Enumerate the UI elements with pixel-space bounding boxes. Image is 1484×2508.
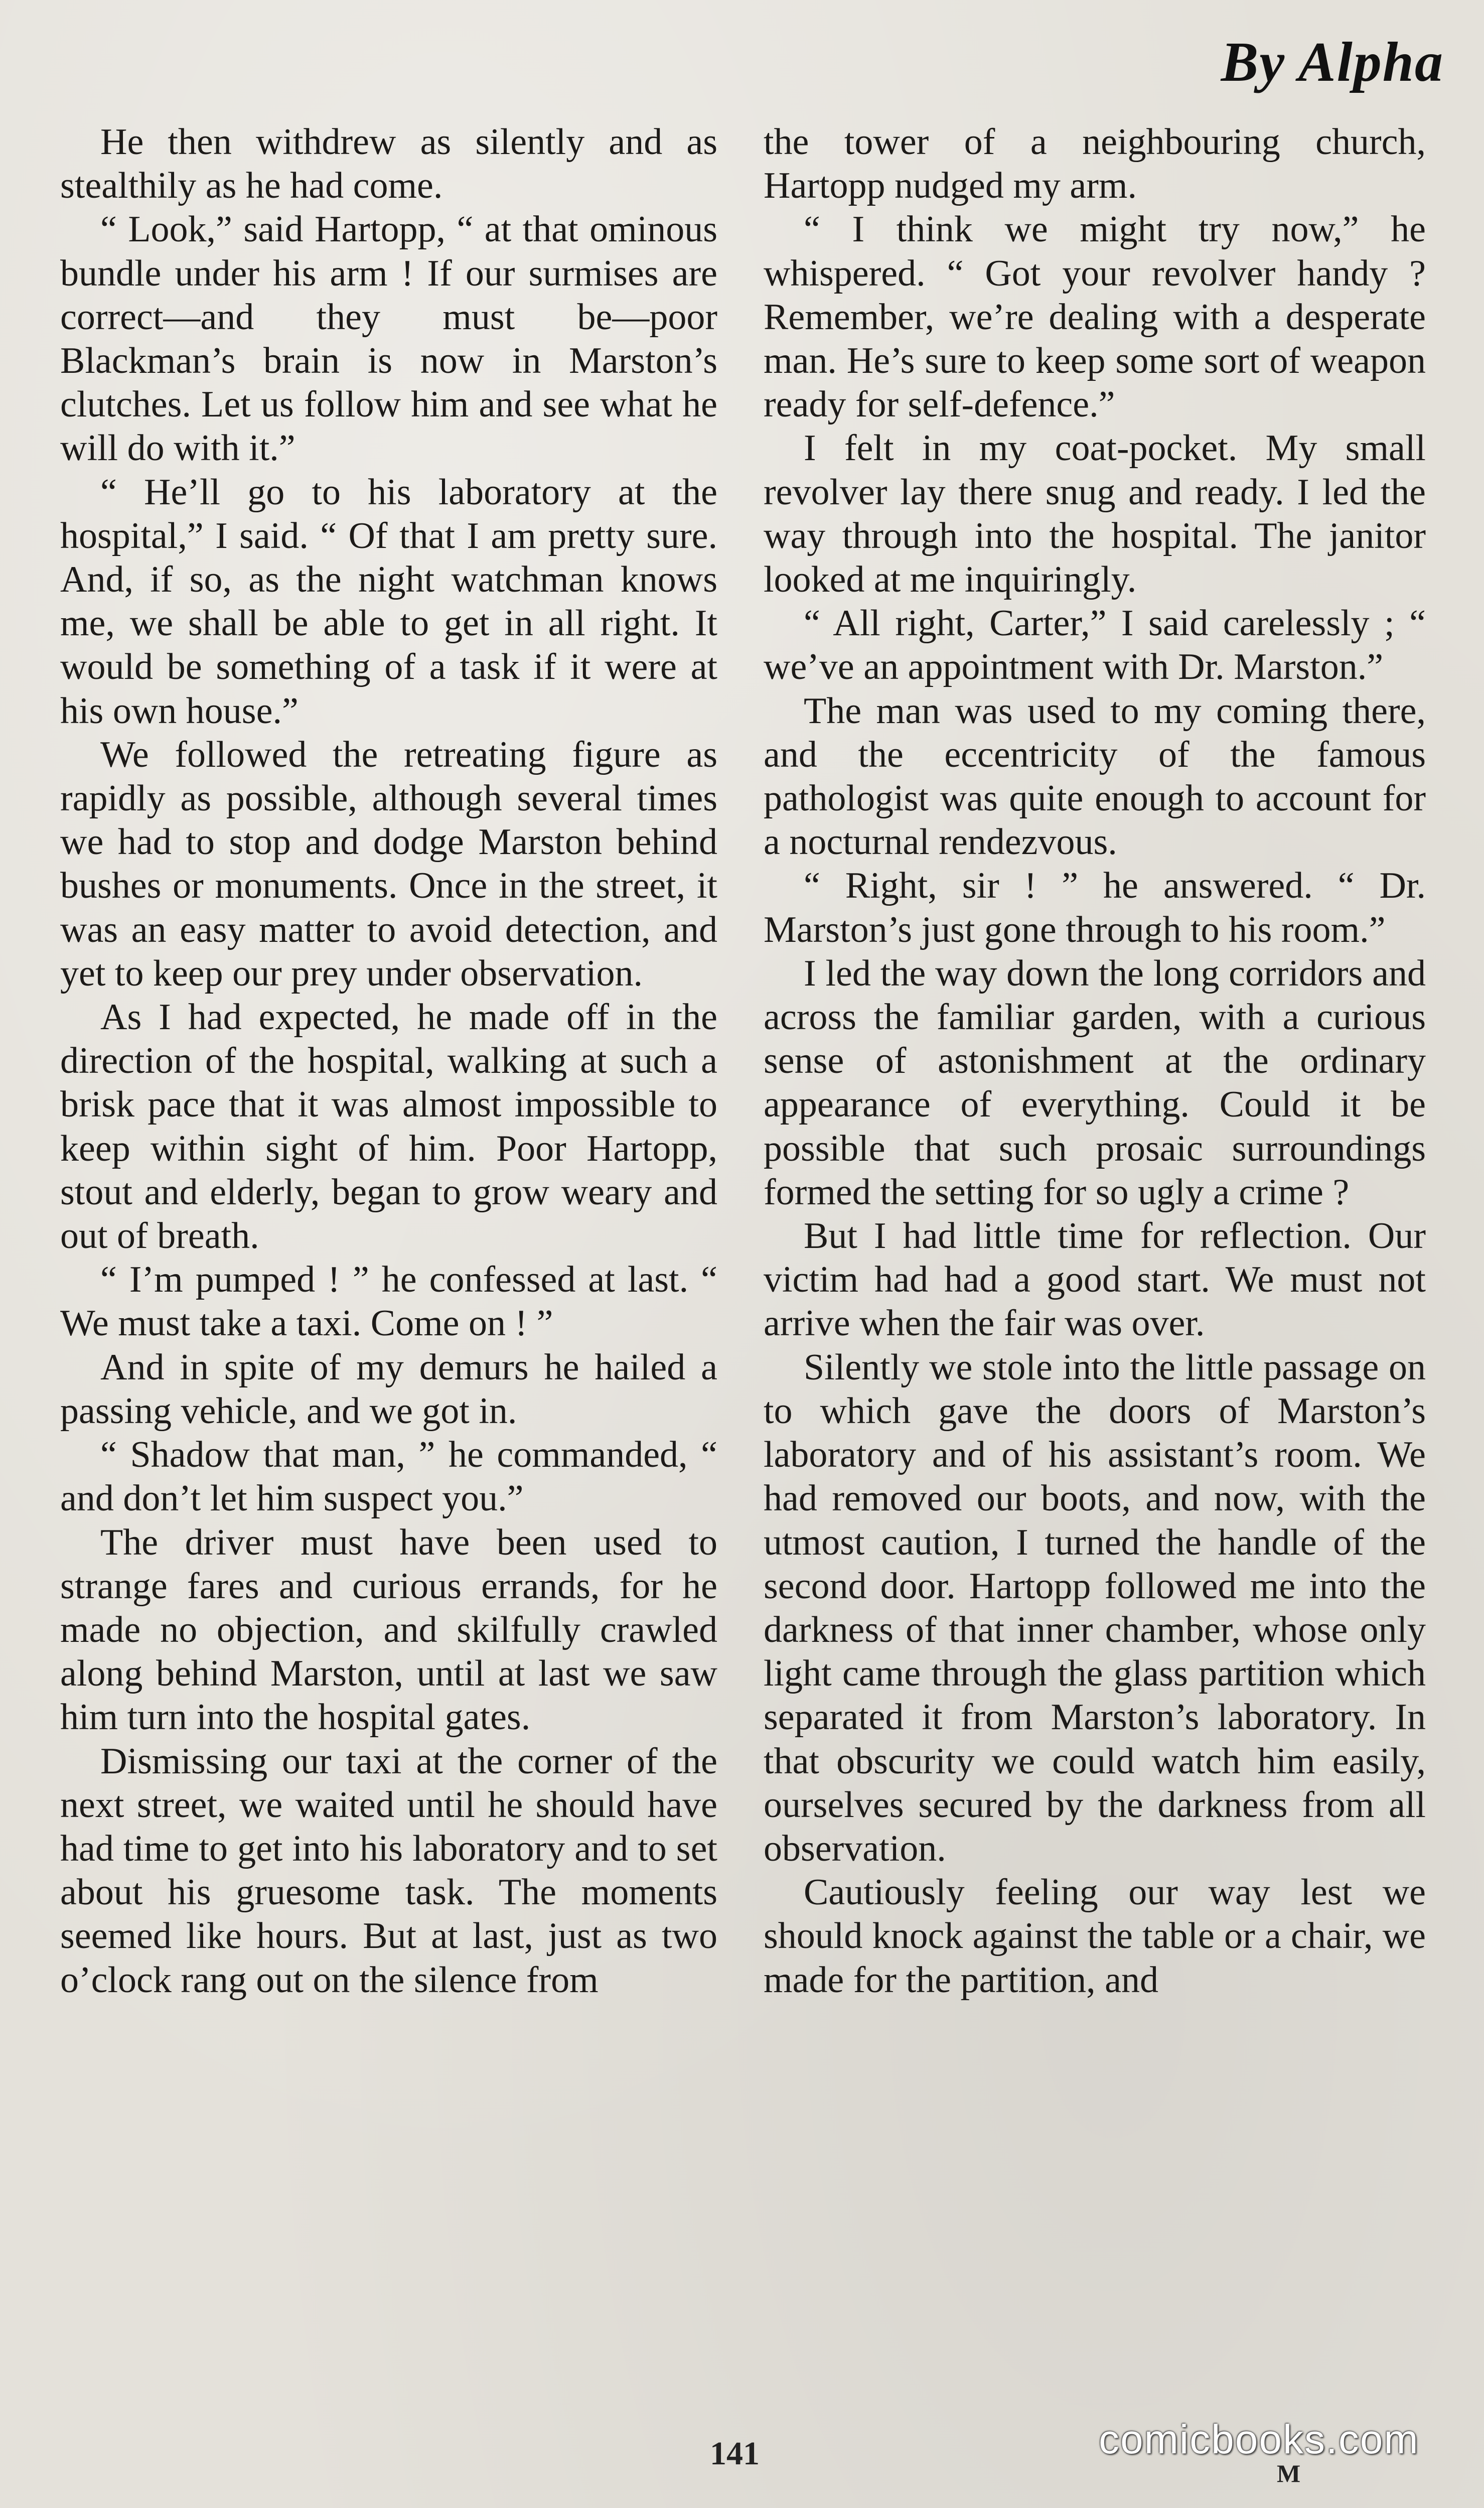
paragraph: “ He’ll go to his laboratory at the hospital,” I said. “ Of that I am pretty sure. And, if so, as the night watchman knows me, we shall be able to get in all right. It would be something of a task if it were at his own house.” [60,471,717,732]
paragraph-continuation: the tower of a neighbouring church, Hartopp nudged my arm. [764,121,1426,207]
paragraph: And in spite of my demurs he hailed a passing vehicle, and we got in. [60,1346,717,1432]
paragraph: Cautiously feeling our way lest we should knock against the table or a chair, we made for the partition, and [764,1872,1426,2001]
signature-mark: M [1277,2459,1301,2487]
paragraph: Silently we stole into the little passage on to which gave the doors of Marston’s laboratory and of his assistant’s room. We had removed our boots, and now, with the utmost caution, I turned the handle of the second door. Hartopp followed me into the darkness of that inner chamber, whose only light came through the glass partition which separated it from Marston’s laboratory. In that obscurity we could watch him easily, ourselves secured by the darkness from all observation. [764,1346,1426,1869]
paragraph: The driver must have been used to strange fares and curious errands, for he made no objection, and skilfully crawled along behind Marston, until at last we saw him turn into the hospital gates. [60,1521,717,1738]
paragraph: “ All right, Carter,” I said carelessly ; “ we’ve an appointment with Dr. Marston.” [764,603,1426,688]
right-text-column [764,120,1426,2002]
paragraph: I led the way down the long corridors and across the familiar garden, with a curious sense of astonishment at the ordinary appearance of everything. Could it be possible that such prosaic surroundings formed the setting for so ugly a crime ? [764,952,1426,1213]
page-number: 141 [710,2435,760,2472]
paragraph: “ Right, sir ! ” he answered. “ Dr. Marston’s just gone through to his room.” [764,865,1426,950]
paragraph: Dismissing our taxi at the corner of the next street, we waited until he should have had time to get into his laboratory and to set about his gruesome task. The moments seemed like hours. But at last, just as two o’clock rang out on the silence from [60,1740,717,2001]
paragraph: “ Shadow that man, ” he commanded, “ and don’t let him suspect you.” [60,1434,717,1519]
paragraph: “ I’m pumped ! ” he confessed at last. “ We must take a taxi. Come on ! ” [60,1259,717,1344]
paragraph: “ I think we might try now,” he whispered. “ Got your revolver handy ? Remember, we’re dealing with a desperate man. He’s sure to keep some sort of weapon ready for self-defence.” [764,209,1426,426]
paragraph: I felt in my coat-pocket. My small revolver lay there snug and ready. I led the way through into the hospital. The janitor looked at me inquiringly. [764,428,1426,601]
left-text-column [60,120,717,2002]
paragraph: But I had little time for reflection. Our victim had had a good start. We must not arrive when the fair was over. [764,1215,1426,1344]
paragraph: “ Look,” said Hartopp, “ at that ominous bundle under his arm ! If our surmises are correct—and they must be—poor Blackman’s brain is now in Marston’s clutches. Let us follow him and see what he will do with it.” [60,209,717,469]
paragraph: We followed the retreating figure as rapidly as possible, although several times we had to stop and dodge Marston behind bushes or monuments. Once in the street, it was an easy matter to avoid detection, and yet to keep our prey under observation. [60,734,717,994]
paragraph: He then withdrew as silently and as stealthily as he had come. [60,121,717,207]
paragraph: As I had expected, he made off in the direction of the hospital, walking at such a brisk pace that it was almost impossible to keep within sight of him. Poor Hartopp, stout and elderly, began to grow weary and out of breath. [60,997,717,1257]
site-watermark: comicbooks.com [1099,2417,1419,2462]
paragraph: The man was used to my coming there, and the eccentricity of the famous pathologist was quite enough to account for a nocturnal rendezvous. [764,690,1426,863]
author-byline: By Alpha [1221,31,1444,93]
